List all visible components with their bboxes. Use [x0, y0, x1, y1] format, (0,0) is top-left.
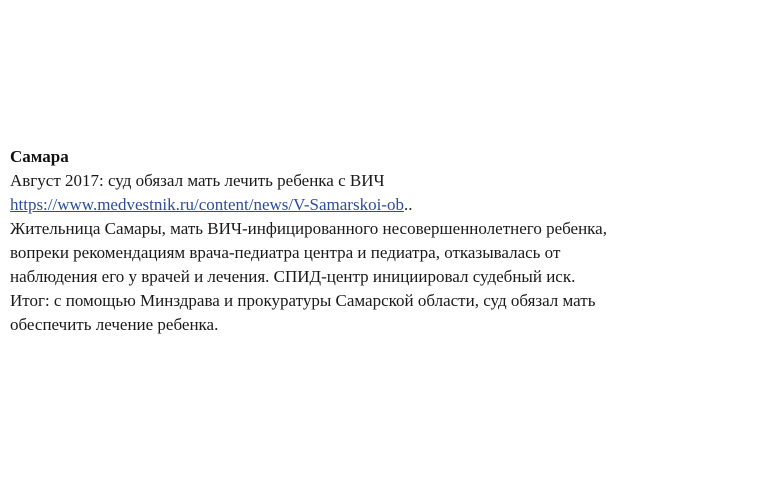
body-paragraph [10, 217, 750, 337]
body-line: наблюдения его у врачей и лечения. СПИД-центр инициировал судебный иск. [10, 267, 576, 286]
subtitle-line: Август 2017: суд обязал мать лечить ребенка с ВИЧ [10, 171, 385, 190]
body-line: вопреки рекомендациям врача-педиатра центра и педиатра, отказывалась от [10, 243, 561, 262]
source-link[interactable]: https://www.medvestnik.ru/content/news/V-Samarskoi-ob [10, 195, 404, 214]
source-link-line [10, 193, 750, 217]
source-link-ellipsis: .. [403, 195, 413, 214]
page-title: Самара [10, 147, 69, 166]
body-line: обеспечить лечение ребенка. [10, 315, 219, 334]
body-line: Жительница Самары, мать ВИЧ-инфицированного несовершеннолетнего ребенка, [10, 219, 607, 238]
document-content [10, 145, 750, 337]
body-line: Итог: с помощью Минздрава и прокуратуры Самарской области, суд обязал мать [10, 291, 596, 310]
